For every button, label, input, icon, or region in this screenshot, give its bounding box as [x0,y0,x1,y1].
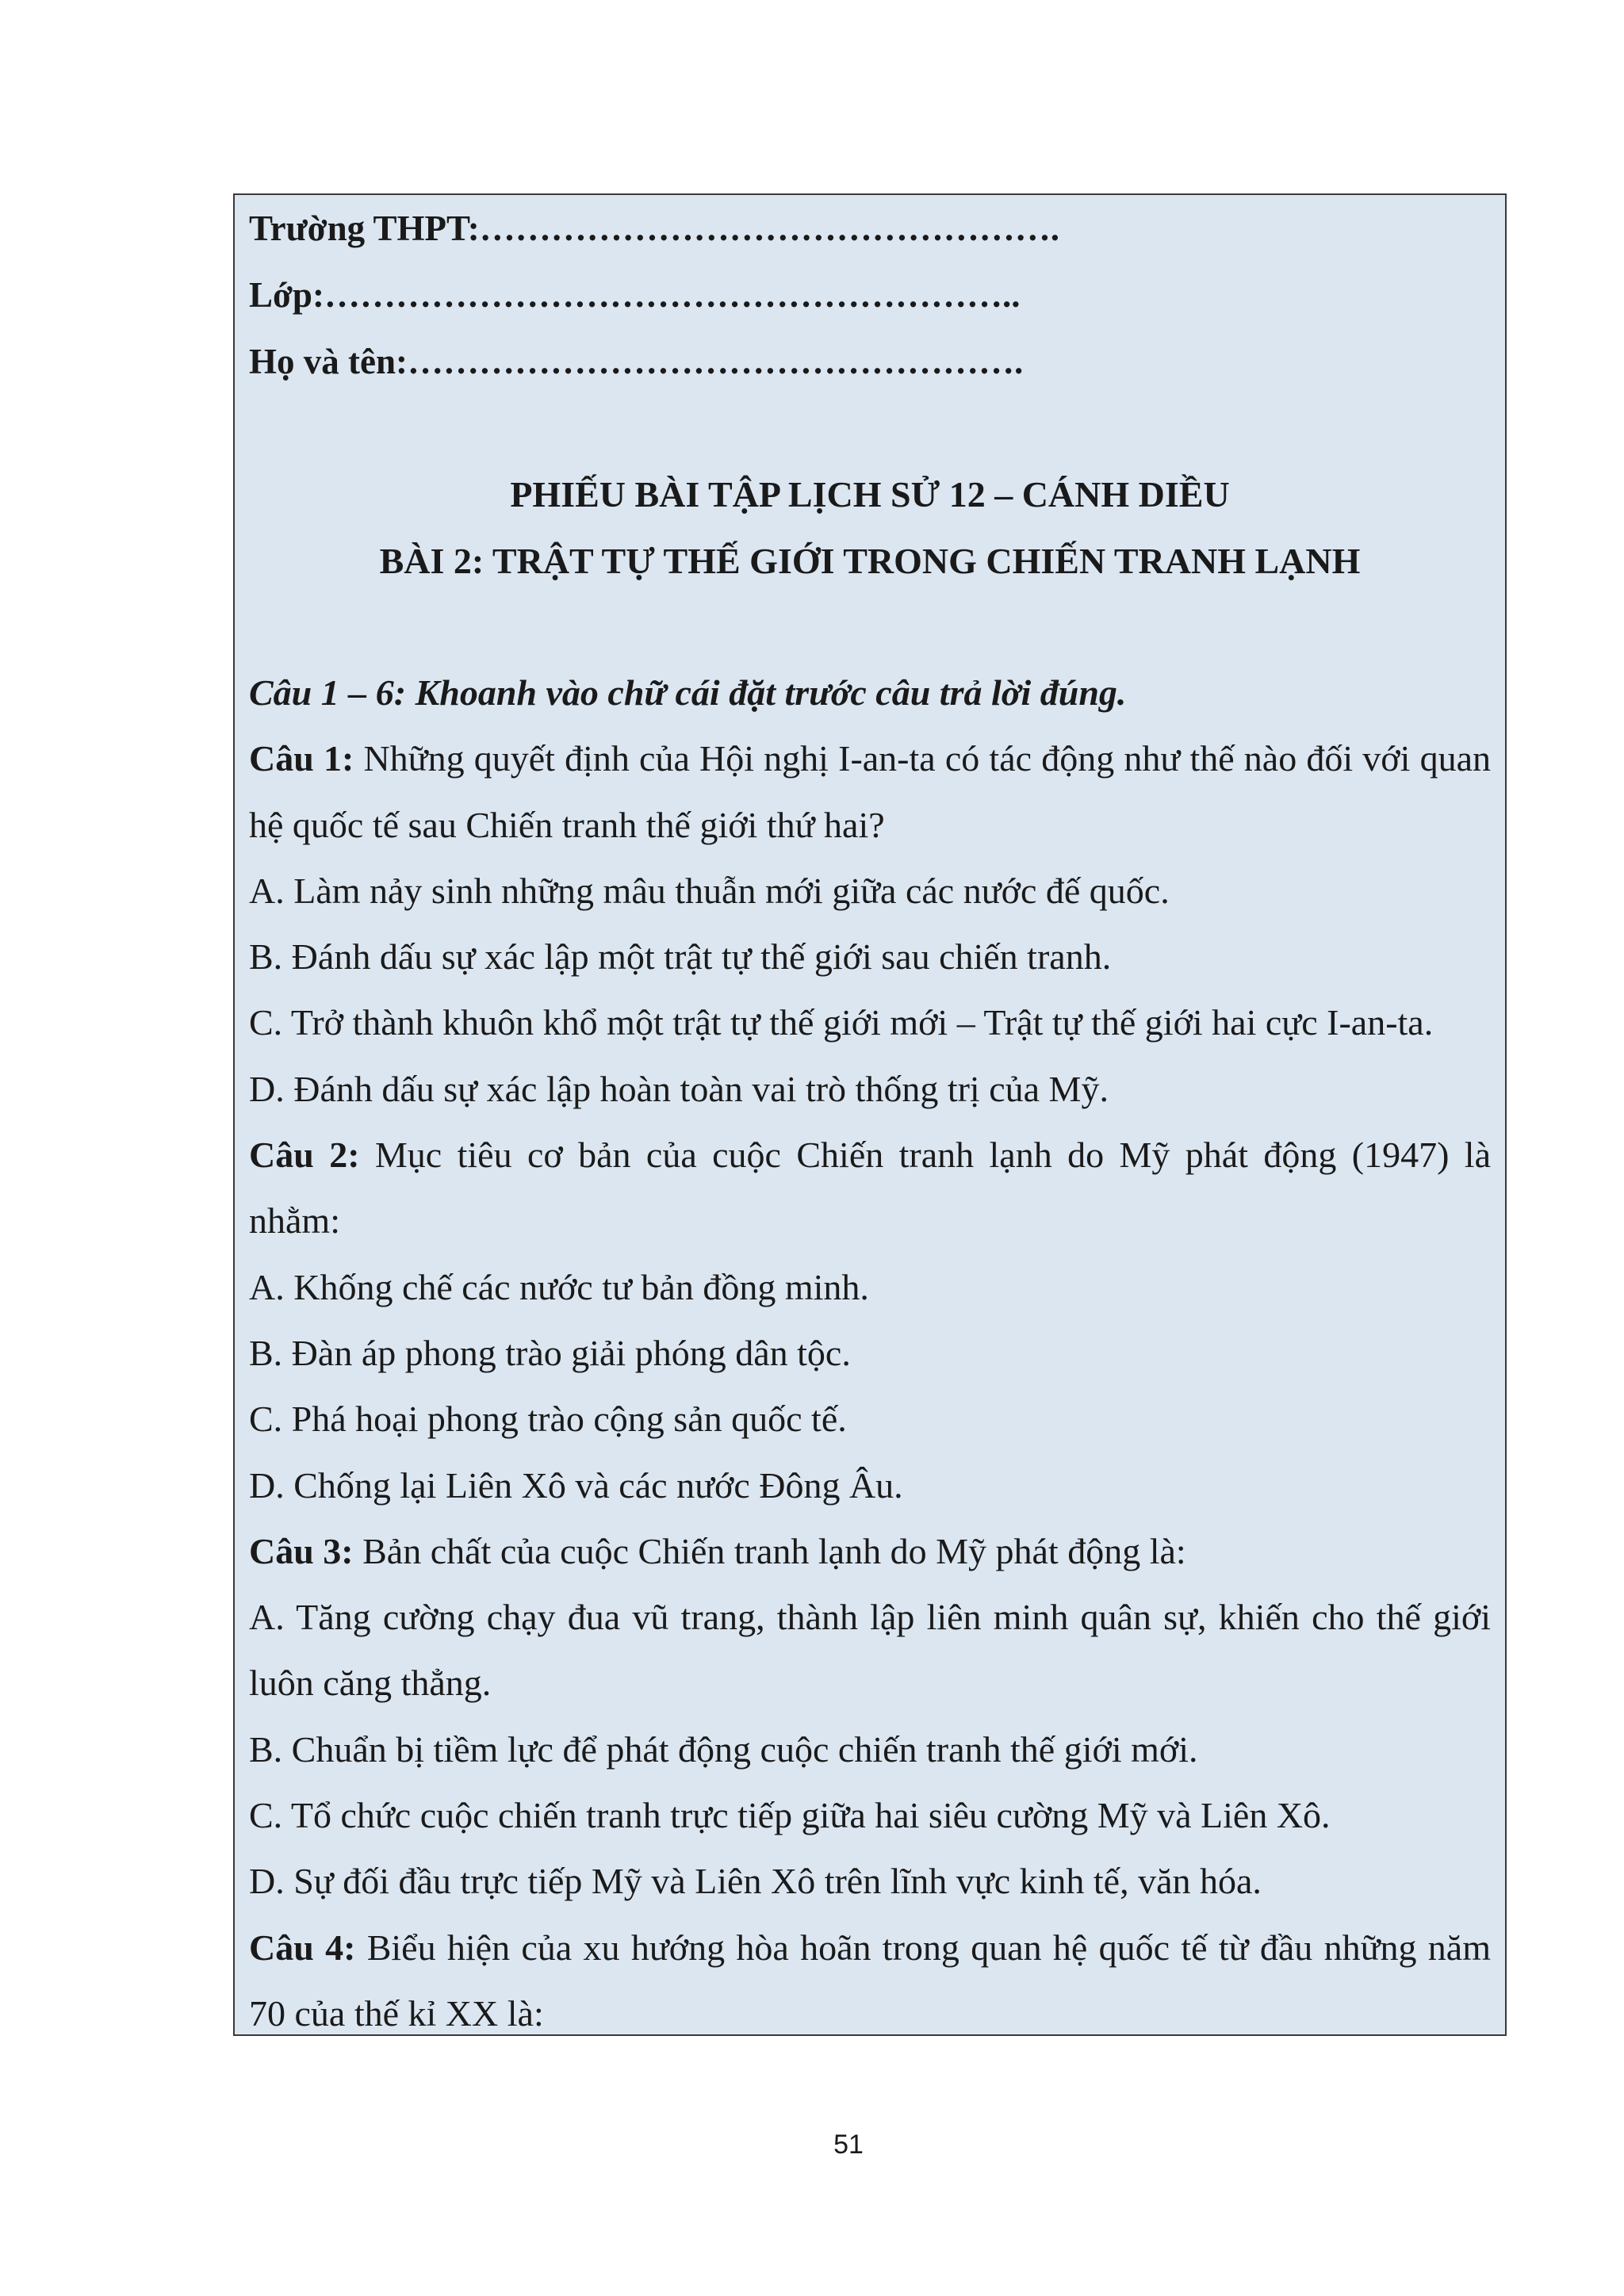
page-number: 51 [833,2130,864,2160]
student-info [249,195,1491,395]
option-a: A. Tăng cường chạy đua vũ trang, thành lập liên minh quân sự, khiến cho thế giới luôn căng thẳng. [249,1597,1491,1704]
title-line-1: PHIẾU BÀI TẬP LỊCH SỬ 12 – CÁNH DIỀU [510,474,1230,515]
question-4 [249,1915,1491,2047]
worksheet-title [249,461,1491,595]
option-a: A. Khống chế các nước tư bản đồng minh. [249,1266,869,1307]
option-a: A. Làm nảy sinh những mâu thuẫn mới giữa các nước đế quốc. [249,870,1170,911]
question-label: Câu 1: [249,738,354,779]
question-label: Câu 2: [249,1135,360,1176]
option-c: C. Trở thành khuôn khổ một trật tự thế giới mới – Trật tự thế giới hai cực I-an-ta. [249,1002,1434,1043]
option-d: D. Đánh dấu sự xác lập hoàn toàn vai trò thống trị của Mỹ. [249,1068,1109,1109]
option-c: C. Phá hoại phong trào cộng sản quốc tế. [249,1399,847,1440]
question-1 [249,725,1491,858]
question-3 [249,1518,1491,1584]
name-field: Họ và tên:……………………………………………. [249,342,1024,381]
option-d: D. Chống lại Liên Xô và các nước Đông Âu. [249,1464,903,1506]
option-b: B. Chuẩn bị tiềm lực để phát động cuộc chiến tranh thế giới mới. [249,1728,1198,1770]
instruction-text: Câu 1 – 6: Khoanh vào chữ cái đặt trước câu trả lời đúng. [249,672,1127,713]
option-d: D. Sự đối đầu trực tiếp Mỹ và Liên Xô trên lĩnh vực kinh tế, văn hóa. [249,1861,1262,1902]
option-b: B. Đánh dấu sự xác lập một trật tự thế giới sau chiến tranh. [249,936,1112,978]
option-c: C. Tổ chức cuộc chiến tranh trực tiếp giữa hai siêu cường Mỹ và Liên Xô. [249,1795,1331,1836]
question-label: Câu 3: [249,1530,354,1571]
title-line-2: BÀI 2: TRẬT TỰ THẾ GIỚI TRONG CHIẾN TRANH LẠNH [379,541,1361,581]
class-field: Lớp:………………………………………………….. [249,275,1021,315]
question-text: Bản chất của cuộc Chiến tranh lạnh do Mỹ phát động là: [353,1530,1186,1571]
worksheet-box [233,193,1507,2036]
question-text: Biểu hiện của xu hướng hòa hoãn trong quan hệ quốc tế từ đầu những năm 70 của thế kỉ XX là: [249,1927,1491,2034]
question-2 [249,1122,1491,1254]
question-text: Mục tiêu cơ bản của cuộc Chiến tranh lạnh do Mỹ phát động (1947) là nhằm: [249,1135,1491,1242]
question-list [249,660,1491,2046]
school-field: Trường THPT:…………………………………………. [249,209,1059,248]
question-text: Những quyết định của Hội nghị I-an-ta có tác động như thế nào đối với quan hệ quốc tế sau Chiến tranh thế giới thứ hai? [249,738,1491,845]
option-b: B. Đàn áp phong trào giải phóng dân tộc. [249,1332,851,1373]
question-label: Câu 4: [249,1927,356,1968]
